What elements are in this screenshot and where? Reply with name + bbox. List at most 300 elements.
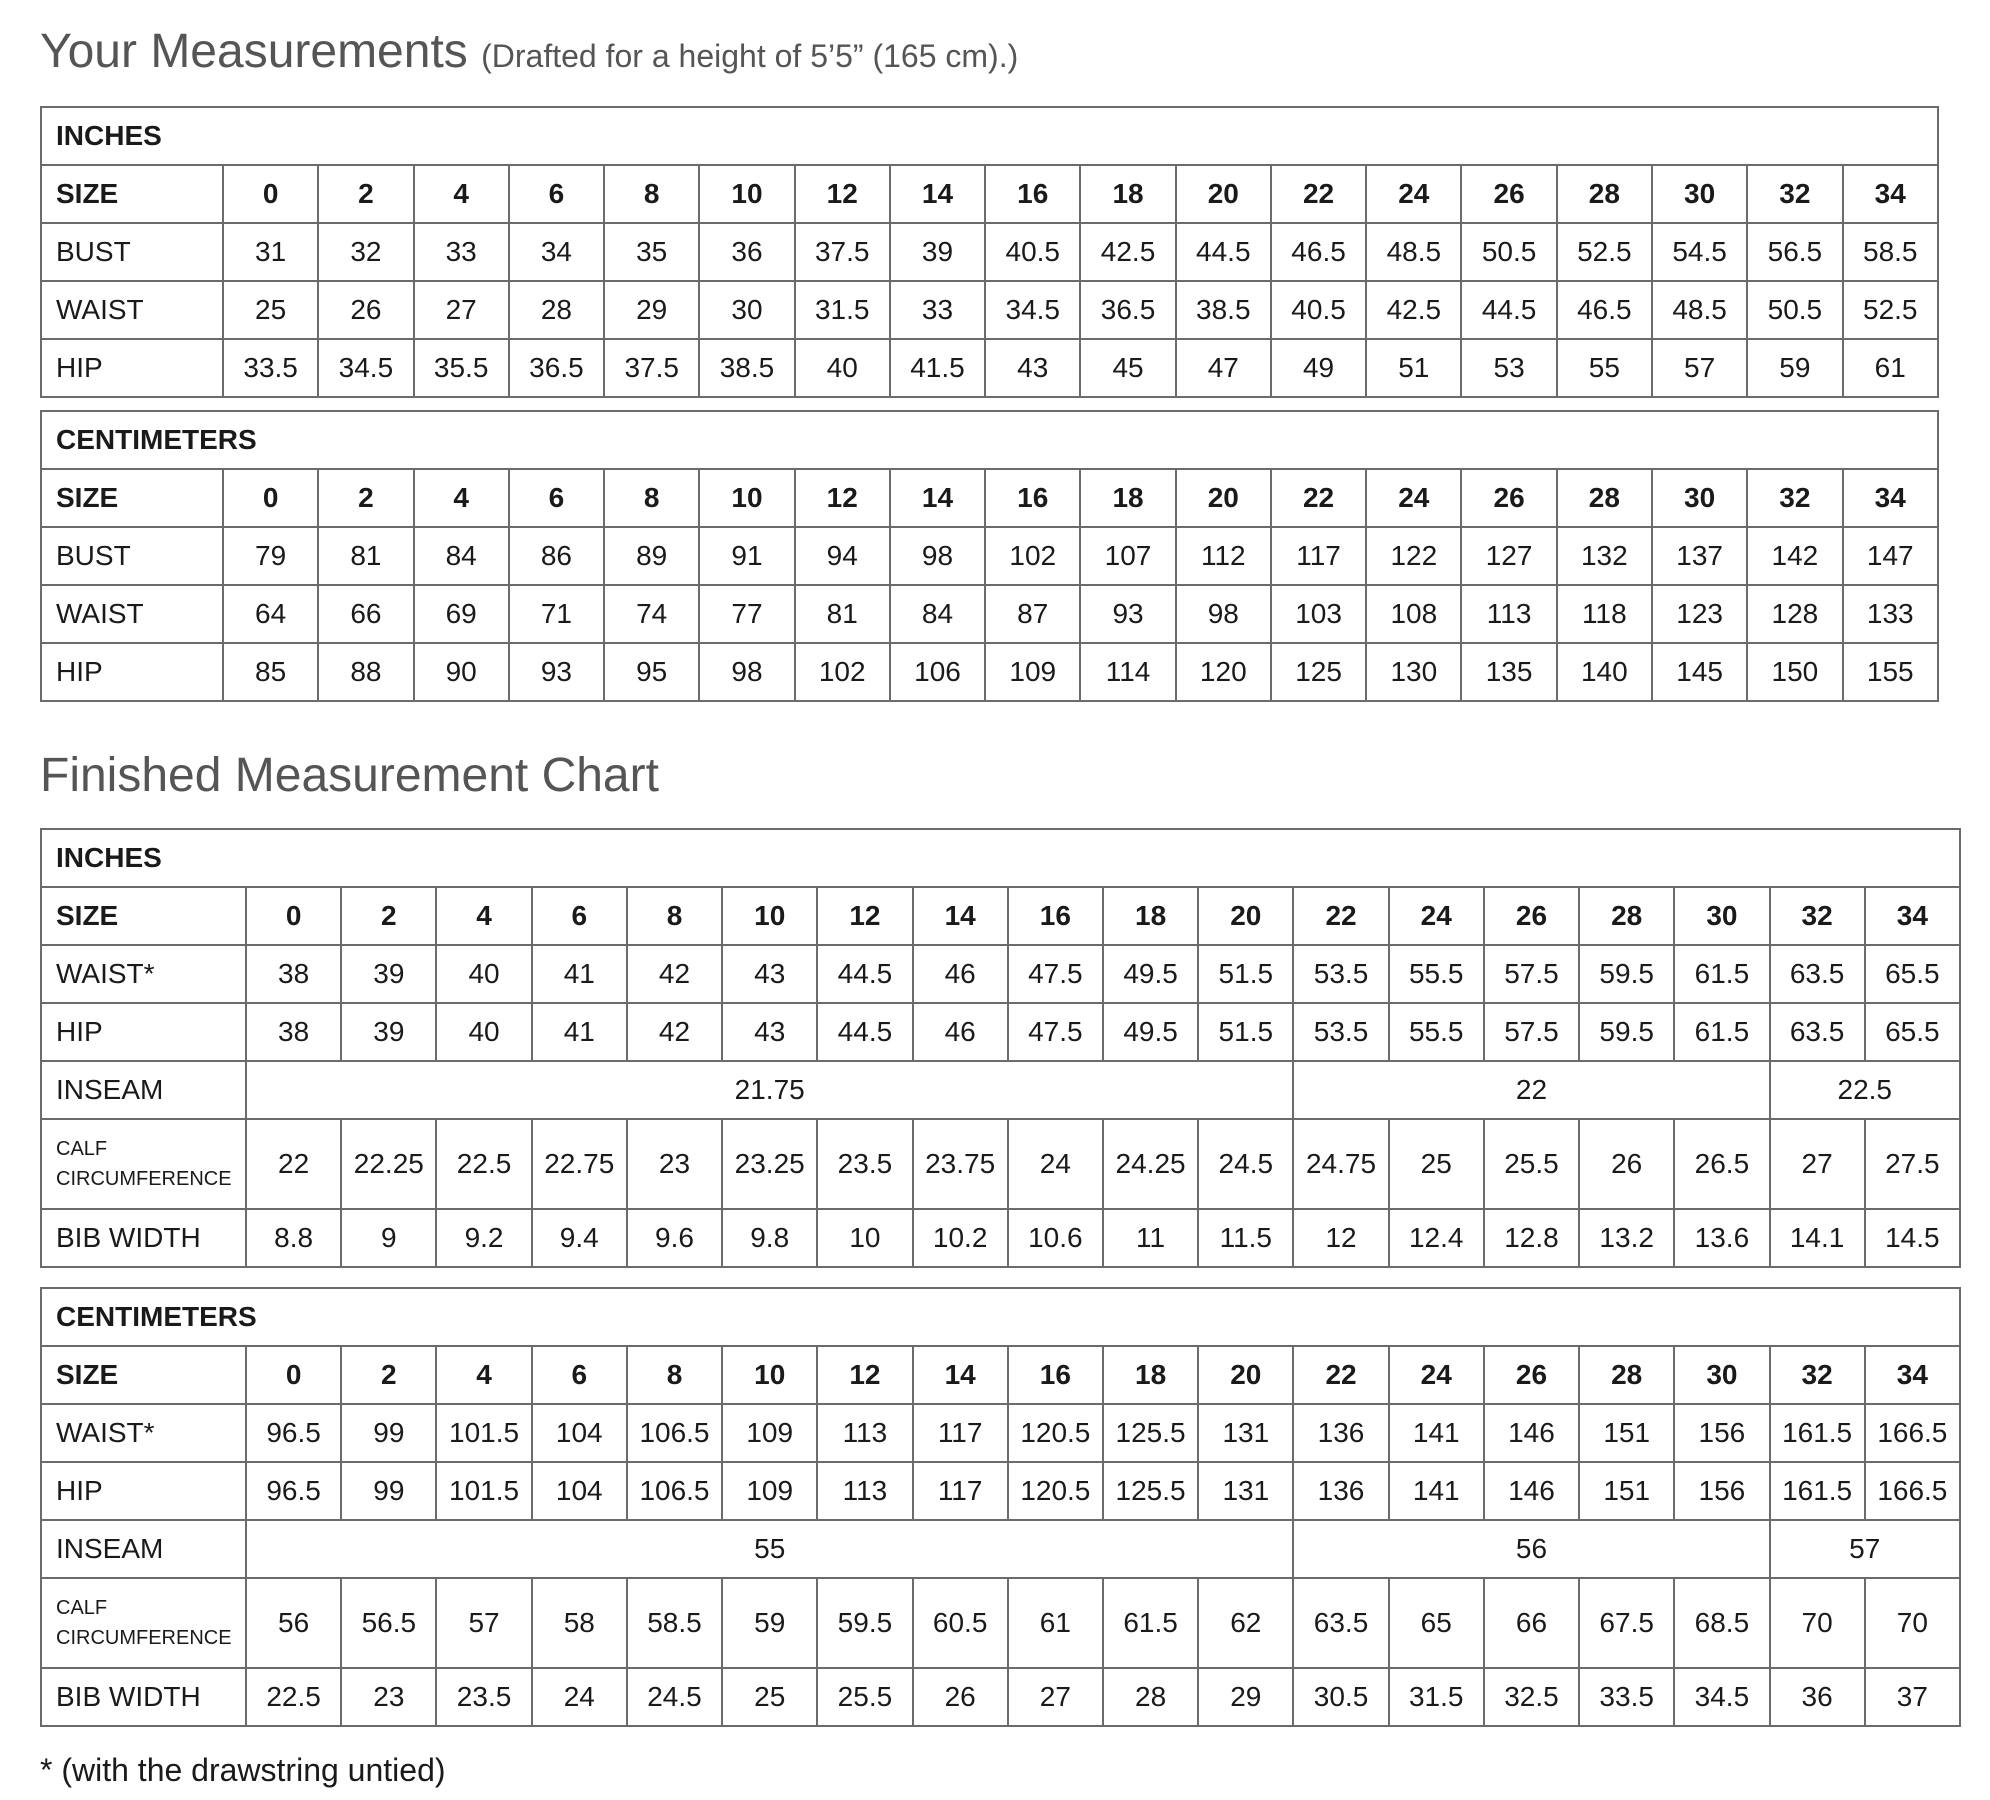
table-row-calf-circumference <box>41 1119 1960 1209</box>
row-label: BUST <box>41 223 223 281</box>
size-header-cell: 8 <box>627 1346 722 1404</box>
value-cell: 57.5 <box>1484 945 1579 1003</box>
size-header-cell: 0 <box>223 469 318 527</box>
value-cell: 57.5 <box>1484 1003 1579 1061</box>
table-row-waist <box>41 1404 1960 1462</box>
merged-value-cell: 55 <box>246 1520 1293 1578</box>
value-cell: 55.5 <box>1389 945 1484 1003</box>
size-header-cell: 6 <box>509 165 604 223</box>
size-header-cell: 32 <box>1747 165 1842 223</box>
row-label: WAIST* <box>41 945 246 1003</box>
value-cell: 22.75 <box>532 1119 627 1209</box>
value-cell: 40.5 <box>985 223 1080 281</box>
value-cell: 25 <box>223 281 318 339</box>
value-cell: 28 <box>509 281 604 339</box>
size-header-cell: 10 <box>722 1346 817 1404</box>
value-cell: 53.5 <box>1293 1003 1388 1061</box>
size-header-cell: 28 <box>1557 469 1652 527</box>
value-cell: 23 <box>341 1668 436 1726</box>
row-label: HIP <box>41 643 223 701</box>
value-cell: 59 <box>722 1578 817 1668</box>
value-cell: 23 <box>627 1119 722 1209</box>
value-cell: 87 <box>985 585 1080 643</box>
value-cell: 84 <box>890 585 985 643</box>
size-header-cell: 0 <box>246 887 341 945</box>
size-row <box>41 165 1938 223</box>
row-label: CALF CIRCUMFERENCE <box>41 1578 246 1668</box>
value-cell: 85 <box>223 643 318 701</box>
value-cell: 88 <box>318 643 413 701</box>
value-cell: 56.5 <box>1747 223 1842 281</box>
size-header-cell: 34 <box>1865 887 1960 945</box>
table-row-hip <box>41 643 1938 701</box>
merged-value-cell: 22 <box>1293 1061 1769 1119</box>
size-header-cell: 14 <box>913 887 1008 945</box>
value-cell: 141 <box>1389 1404 1484 1462</box>
your-measurements-heading <box>40 25 1019 78</box>
size-header-cell: 18 <box>1080 469 1175 527</box>
value-cell: 42.5 <box>1080 223 1175 281</box>
size-header-cell: 34 <box>1865 1346 1960 1404</box>
size-header-cell: 8 <box>604 469 699 527</box>
value-cell: 96.5 <box>246 1462 341 1520</box>
value-cell: 11 <box>1103 1209 1198 1267</box>
value-cell: 79 <box>223 527 318 585</box>
value-cell: 61.5 <box>1674 1003 1769 1061</box>
value-cell: 29 <box>1198 1668 1293 1726</box>
value-cell: 114 <box>1080 643 1175 701</box>
value-cell: 46.5 <box>1557 281 1652 339</box>
size-header-cell: 28 <box>1579 1346 1674 1404</box>
value-cell: 14.1 <box>1770 1209 1865 1267</box>
your-measurements-centimeters-table <box>40 410 1939 702</box>
value-cell: 77 <box>699 585 794 643</box>
value-cell: 81 <box>318 527 413 585</box>
value-cell: 120.5 <box>1008 1404 1103 1462</box>
value-cell: 43 <box>985 339 1080 397</box>
value-cell: 57 <box>1652 339 1747 397</box>
table-row-hip <box>41 1003 1960 1061</box>
value-cell: 60.5 <box>913 1578 1008 1668</box>
value-cell: 44.5 <box>1461 281 1556 339</box>
value-cell: 46 <box>913 1003 1008 1061</box>
value-cell: 101.5 <box>436 1404 531 1462</box>
value-cell: 10.6 <box>1008 1209 1103 1267</box>
value-cell: 150 <box>1747 643 1842 701</box>
merged-value-cell: 56 <box>1293 1520 1769 1578</box>
size-header-cell: 2 <box>318 165 413 223</box>
value-cell: 37.5 <box>795 223 890 281</box>
value-cell: 155 <box>1843 643 1938 701</box>
size-header-cell: 28 <box>1579 887 1674 945</box>
size-header-cell: 12 <box>817 887 912 945</box>
value-cell: 27.5 <box>1865 1119 1960 1209</box>
value-cell: 25.5 <box>817 1668 912 1726</box>
size-header-cell: 34 <box>1843 469 1938 527</box>
unit-label: CENTIMETERS <box>41 411 1938 469</box>
size-header-cell: 18 <box>1080 165 1175 223</box>
value-cell: 91 <box>699 527 794 585</box>
value-cell: 22.5 <box>246 1668 341 1726</box>
value-cell: 132 <box>1557 527 1652 585</box>
value-cell: 69 <box>414 585 509 643</box>
value-cell: 58 <box>532 1578 627 1668</box>
value-cell: 47 <box>1176 339 1271 397</box>
value-cell: 63.5 <box>1770 945 1865 1003</box>
value-cell: 41 <box>532 945 627 1003</box>
value-cell: 109 <box>722 1462 817 1520</box>
size-header-cell: 14 <box>913 1346 1008 1404</box>
finished-measurements-inches-table <box>40 828 1961 1268</box>
value-cell: 102 <box>985 527 1080 585</box>
value-cell: 106 <box>890 643 985 701</box>
value-cell: 24 <box>532 1668 627 1726</box>
value-cell: 94 <box>795 527 890 585</box>
table-row-calf-circumference <box>41 1578 1960 1668</box>
value-cell: 95 <box>604 643 699 701</box>
value-cell: 31.5 <box>1389 1668 1484 1726</box>
value-cell: 45 <box>1080 339 1175 397</box>
value-cell: 127 <box>1461 527 1556 585</box>
value-cell: 40 <box>795 339 890 397</box>
value-cell: 140 <box>1557 643 1652 701</box>
size-header-cell: 0 <box>223 165 318 223</box>
your-measurements-subtitle: (Drafted for a height of 5’5” (165 cm).) <box>481 38 1019 74</box>
value-cell: 44.5 <box>1176 223 1271 281</box>
value-cell: 38.5 <box>1176 281 1271 339</box>
value-cell: 106.5 <box>627 1404 722 1462</box>
size-header-cell: 30 <box>1674 887 1769 945</box>
value-cell: 133 <box>1843 585 1938 643</box>
size-label: SIZE <box>41 165 223 223</box>
value-cell: 24.5 <box>1198 1119 1293 1209</box>
table-row-waist <box>41 281 1938 339</box>
value-cell: 63.5 <box>1770 1003 1865 1061</box>
value-cell: 137 <box>1652 527 1747 585</box>
value-cell: 53.5 <box>1293 945 1388 1003</box>
merged-value-cell: 21.75 <box>246 1061 1293 1119</box>
value-cell: 9.2 <box>436 1209 531 1267</box>
value-cell: 36.5 <box>509 339 604 397</box>
size-row <box>41 887 1960 945</box>
value-cell: 113 <box>817 1462 912 1520</box>
value-cell: 43 <box>722 1003 817 1061</box>
value-cell: 125 <box>1271 643 1366 701</box>
unit-label: INCHES <box>41 829 1960 887</box>
value-cell: 23.25 <box>722 1119 817 1209</box>
value-cell: 13.2 <box>1579 1209 1674 1267</box>
value-cell: 90 <box>414 643 509 701</box>
value-cell: 37 <box>1865 1668 1960 1726</box>
value-cell: 48.5 <box>1652 281 1747 339</box>
value-cell: 39 <box>890 223 985 281</box>
value-cell: 12.8 <box>1484 1209 1579 1267</box>
value-cell: 141 <box>1389 1462 1484 1520</box>
value-cell: 40 <box>436 945 531 1003</box>
size-header-cell: 14 <box>890 469 985 527</box>
value-cell: 117 <box>1271 527 1366 585</box>
size-header-cell: 6 <box>532 887 627 945</box>
size-header-cell: 14 <box>890 165 985 223</box>
size-header-cell: 0 <box>246 1346 341 1404</box>
value-cell: 26 <box>318 281 413 339</box>
value-cell: 61.5 <box>1674 945 1769 1003</box>
size-header-cell: 20 <box>1198 887 1293 945</box>
size-header-cell: 30 <box>1674 1346 1769 1404</box>
value-cell: 49 <box>1271 339 1366 397</box>
size-header-cell: 26 <box>1461 165 1556 223</box>
size-header-cell: 30 <box>1652 469 1747 527</box>
value-cell: 44.5 <box>817 945 912 1003</box>
value-cell: 10 <box>817 1209 912 1267</box>
value-cell: 161.5 <box>1770 1462 1865 1520</box>
value-cell: 128 <box>1747 585 1842 643</box>
value-cell: 57 <box>436 1578 531 1668</box>
value-cell: 56 <box>246 1578 341 1668</box>
value-cell: 9.6 <box>627 1209 722 1267</box>
value-cell: 50.5 <box>1747 281 1842 339</box>
size-header-cell: 8 <box>604 165 699 223</box>
value-cell: 151 <box>1579 1404 1674 1462</box>
size-header-cell: 12 <box>817 1346 912 1404</box>
value-cell: 29 <box>604 281 699 339</box>
value-cell: 67.5 <box>1579 1578 1674 1668</box>
value-cell: 125.5 <box>1103 1404 1198 1462</box>
value-cell: 166.5 <box>1865 1404 1960 1462</box>
value-cell: 12 <box>1293 1209 1388 1267</box>
value-cell: 130 <box>1366 643 1461 701</box>
unit-label: CENTIMETERS <box>41 1288 1960 1346</box>
value-cell: 8.8 <box>246 1209 341 1267</box>
row-label: HIP <box>41 1003 246 1061</box>
value-cell: 58.5 <box>627 1578 722 1668</box>
value-cell: 59.5 <box>817 1578 912 1668</box>
size-header-cell: 22 <box>1271 165 1366 223</box>
value-cell: 96.5 <box>246 1404 341 1462</box>
size-header-cell: 24 <box>1366 165 1461 223</box>
value-cell: 125.5 <box>1103 1462 1198 1520</box>
value-cell: 13.6 <box>1674 1209 1769 1267</box>
size-header-cell: 4 <box>414 165 509 223</box>
value-cell: 39 <box>341 945 436 1003</box>
value-cell: 151 <box>1579 1462 1674 1520</box>
value-cell: 56.5 <box>341 1578 436 1668</box>
size-header-cell: 4 <box>414 469 509 527</box>
value-cell: 65.5 <box>1865 945 1960 1003</box>
table-row-waist <box>41 945 1960 1003</box>
value-cell: 55 <box>1557 339 1652 397</box>
size-header-cell: 22 <box>1293 887 1388 945</box>
value-cell: 52.5 <box>1557 223 1652 281</box>
value-cell: 23.5 <box>817 1119 912 1209</box>
size-header-cell: 16 <box>1008 1346 1103 1404</box>
finished-measurements-title: Finished Measurement Chart <box>40 749 659 802</box>
table-row-bust <box>41 527 1938 585</box>
value-cell: 62 <box>1198 1578 1293 1668</box>
value-cell: 24.25 <box>1103 1119 1198 1209</box>
value-cell: 42 <box>627 1003 722 1061</box>
size-header-cell: 28 <box>1557 165 1652 223</box>
value-cell: 86 <box>509 527 604 585</box>
value-cell: 70 <box>1865 1578 1960 1668</box>
table-row-inseam <box>41 1520 1960 1578</box>
size-header-cell: 20 <box>1198 1346 1293 1404</box>
value-cell: 47.5 <box>1008 945 1103 1003</box>
your-measurements-title: Your Measurements <box>40 25 468 78</box>
size-header-cell: 24 <box>1366 469 1461 527</box>
size-label: SIZE <box>41 1346 246 1404</box>
table-row-bust <box>41 223 1938 281</box>
value-cell: 131 <box>1198 1462 1293 1520</box>
value-cell: 11.5 <box>1198 1209 1293 1267</box>
value-cell: 9.4 <box>532 1209 627 1267</box>
value-cell: 101.5 <box>436 1462 531 1520</box>
value-cell: 93 <box>509 643 604 701</box>
value-cell: 33.5 <box>223 339 318 397</box>
value-cell: 14.5 <box>1865 1209 1960 1267</box>
row-label: CALF CIRCUMFERENCE <box>41 1119 246 1209</box>
value-cell: 102 <box>795 643 890 701</box>
value-cell: 34 <box>509 223 604 281</box>
size-header-cell: 16 <box>985 165 1080 223</box>
value-cell: 33 <box>890 281 985 339</box>
value-cell: 59 <box>1747 339 1842 397</box>
value-cell: 25.5 <box>1484 1119 1579 1209</box>
value-cell: 35 <box>604 223 699 281</box>
value-cell: 27 <box>1008 1668 1103 1726</box>
value-cell: 46 <box>913 945 1008 1003</box>
value-cell: 99 <box>341 1404 436 1462</box>
merged-value-cell: 22.5 <box>1770 1061 1961 1119</box>
value-cell: 36.5 <box>1080 281 1175 339</box>
value-cell: 61 <box>1843 339 1938 397</box>
value-cell: 22 <box>246 1119 341 1209</box>
table-row-bib-width <box>41 1668 1960 1726</box>
value-cell: 84 <box>414 527 509 585</box>
table-row-bib-width <box>41 1209 1960 1267</box>
size-header-cell: 22 <box>1293 1346 1388 1404</box>
row-label: HIP <box>41 1462 246 1520</box>
value-cell: 51.5 <box>1198 945 1293 1003</box>
size-header-cell: 26 <box>1484 1346 1579 1404</box>
value-cell: 40 <box>436 1003 531 1061</box>
value-cell: 33.5 <box>1579 1668 1674 1726</box>
row-label: BIB WIDTH <box>41 1668 246 1726</box>
value-cell: 112 <box>1176 527 1271 585</box>
value-cell: 51 <box>1366 339 1461 397</box>
value-cell: 120.5 <box>1008 1462 1103 1520</box>
value-cell: 33 <box>414 223 509 281</box>
value-cell: 23.5 <box>436 1668 531 1726</box>
value-cell: 26.5 <box>1674 1119 1769 1209</box>
value-cell: 27 <box>414 281 509 339</box>
value-cell: 107 <box>1080 527 1175 585</box>
value-cell: 52.5 <box>1843 281 1938 339</box>
value-cell: 30.5 <box>1293 1668 1388 1726</box>
value-cell: 42.5 <box>1366 281 1461 339</box>
value-cell: 34.5 <box>318 339 413 397</box>
value-cell: 24.5 <box>627 1668 722 1726</box>
value-cell: 34.5 <box>1674 1668 1769 1726</box>
value-cell: 37.5 <box>604 339 699 397</box>
value-cell: 106.5 <box>627 1462 722 1520</box>
size-header-cell: 4 <box>436 1346 531 1404</box>
row-label: BUST <box>41 527 223 585</box>
unit-row <box>41 1288 1960 1346</box>
value-cell: 113 <box>1461 585 1556 643</box>
table-row-waist <box>41 585 1938 643</box>
value-cell: 49.5 <box>1103 1003 1198 1061</box>
value-cell: 98 <box>1176 585 1271 643</box>
size-row <box>41 1346 1960 1404</box>
value-cell: 22.25 <box>341 1119 436 1209</box>
value-cell: 120 <box>1176 643 1271 701</box>
value-cell: 117 <box>913 1462 1008 1520</box>
footnote: * (with the drawstring untied) <box>40 1752 446 1788</box>
value-cell: 59.5 <box>1579 945 1674 1003</box>
value-cell: 10.2 <box>913 1209 1008 1267</box>
value-cell: 65 <box>1389 1578 1484 1668</box>
value-cell: 12.4 <box>1389 1209 1484 1267</box>
value-cell: 23.75 <box>913 1119 1008 1209</box>
your-measurements-inches-table <box>40 106 1939 398</box>
value-cell: 9.8 <box>722 1209 817 1267</box>
value-cell: 98 <box>890 527 985 585</box>
value-cell: 74 <box>604 585 699 643</box>
size-header-cell: 22 <box>1271 469 1366 527</box>
value-cell: 25 <box>1389 1119 1484 1209</box>
size-header-cell: 16 <box>985 469 1080 527</box>
row-label: INSEAM <box>41 1520 246 1578</box>
value-cell: 25 <box>722 1668 817 1726</box>
value-cell: 58.5 <box>1843 223 1938 281</box>
value-cell: 93 <box>1080 585 1175 643</box>
value-cell: 44.5 <box>817 1003 912 1061</box>
value-cell: 136 <box>1293 1404 1388 1462</box>
size-header-cell: 32 <box>1770 1346 1865 1404</box>
value-cell: 81 <box>795 585 890 643</box>
size-row <box>41 469 1938 527</box>
size-header-cell: 30 <box>1652 165 1747 223</box>
unit-row <box>41 829 1960 887</box>
value-cell: 66 <box>318 585 413 643</box>
size-header-cell: 20 <box>1176 469 1271 527</box>
value-cell: 146 <box>1484 1404 1579 1462</box>
size-header-cell: 2 <box>318 469 413 527</box>
value-cell: 51.5 <box>1198 1003 1293 1061</box>
size-header-cell: 2 <box>341 1346 436 1404</box>
size-header-cell: 24 <box>1389 887 1484 945</box>
value-cell: 104 <box>532 1404 627 1462</box>
size-header-cell: 10 <box>699 165 794 223</box>
value-cell: 89 <box>604 527 699 585</box>
row-label: WAIST <box>41 585 223 643</box>
size-header-cell: 6 <box>532 1346 627 1404</box>
size-header-cell: 10 <box>699 469 794 527</box>
value-cell: 99 <box>341 1462 436 1520</box>
row-label: BIB WIDTH <box>41 1209 246 1267</box>
value-cell: 98 <box>699 643 794 701</box>
value-cell: 38.5 <box>699 339 794 397</box>
value-cell: 27 <box>1770 1119 1865 1209</box>
value-cell: 65.5 <box>1865 1003 1960 1061</box>
value-cell: 109 <box>722 1404 817 1462</box>
value-cell: 66 <box>1484 1578 1579 1668</box>
value-cell: 68.5 <box>1674 1578 1769 1668</box>
size-header-cell: 8 <box>627 887 722 945</box>
value-cell: 46.5 <box>1271 223 1366 281</box>
value-cell: 64 <box>223 585 318 643</box>
